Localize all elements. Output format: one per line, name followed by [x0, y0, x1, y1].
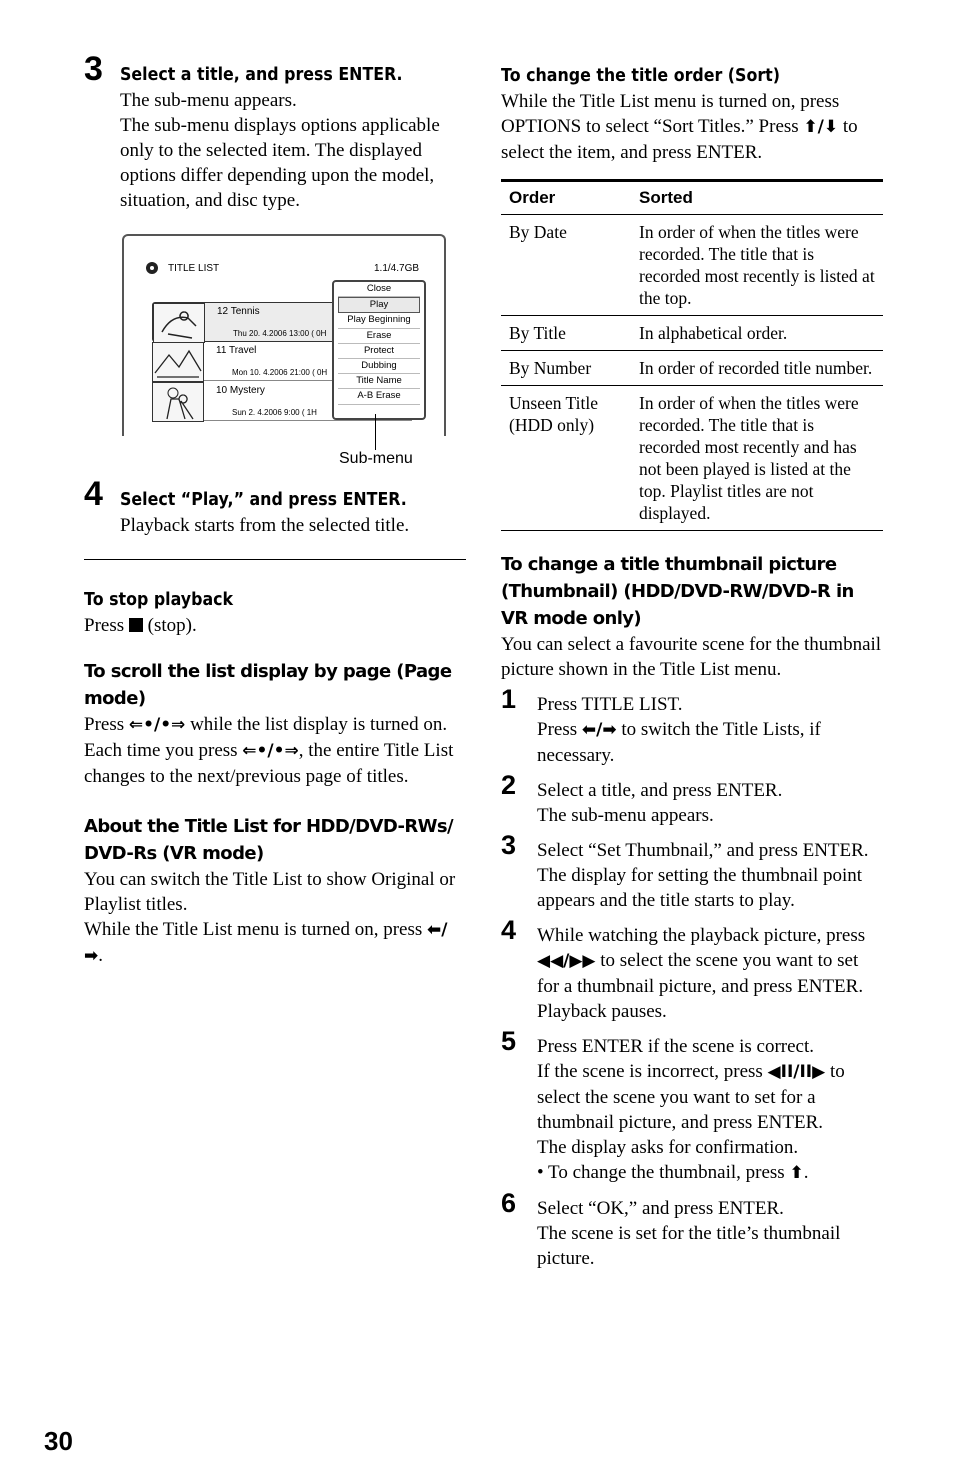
rewind-fast-forward-icon: ◀◀/▶▶ — [537, 951, 596, 971]
step-4-body: Playback starts from the selected title. — [120, 515, 410, 536]
sort-table — [501, 179, 883, 531]
thumbnail-travel — [152, 342, 204, 382]
step-number: 3 — [501, 830, 517, 860]
thumbnail-step-1: 1 Press TITLE LIST. Press ⬅/➡ to switch the Title Lists, if necessary. — [501, 684, 821, 766]
table-row — [501, 316, 883, 351]
scroll-body: Press ⇐•/•⇒ while the list display is turned on. Each time you press ⇐•/•⇒, the entire Title List changes to the next/previous page of titles. — [84, 714, 454, 787]
page-number: 30 — [44, 1426, 73, 1456]
submenu-item-protect[interactable]: Protect — [338, 344, 420, 359]
section-divider — [84, 559, 466, 560]
submenu-item-erase[interactable]: Erase — [338, 329, 420, 344]
screen-capacity: 1.1/4.7GB — [374, 263, 420, 274]
about-body-1: You can switch the Title List to show Original or Playlist titles. — [84, 869, 456, 915]
table-row — [501, 386, 883, 531]
step-4 — [120, 487, 466, 538]
step-3-heading: Select a title, and press ENTER. — [120, 64, 403, 85]
step-4-number: 4 — [84, 475, 103, 513]
table-cell-sorted: In order of recorded title number. — [631, 351, 883, 386]
column-header-order: Order — [501, 181, 631, 215]
title-row-date: Mon 10. 4.2006 21:00 ( 0H — [232, 368, 328, 377]
step-4-heading: Select “Play,” and press ENTER. — [120, 489, 407, 510]
page-prev-next-icon: ⇐•/•⇒ — [128, 715, 186, 735]
sub-menu — [332, 280, 426, 420]
step-3-body-2: The sub-menu displays options applicable only to the selected item. The displayed options differ depending upon the model, situation, and disc type. — [120, 115, 440, 211]
thumbnail-step-4: 4 While watching the playback picture, press ◀◀/▶▶ to select the scene you want to set for a thumbnail picture, and press ENTER. Playback pauses. — [501, 915, 866, 1022]
right-column — [501, 62, 883, 1271]
submenu-item-dubbing[interactable]: Dubbing — [338, 359, 420, 374]
step-3 — [120, 62, 466, 213]
column-header-sorted: Sorted — [631, 181, 883, 215]
thumbnail-step-5: 5 Press ENTER if the scene is correct. If the scene is incorrect, press ◀II/II▶ to select the scene you want to set for a thumbnail picture, and press ENTER. The display asks for confirmation. • To change the thumbnail, press ⬆. — [501, 1026, 845, 1183]
title-list-screen — [122, 234, 446, 436]
step-number: 5 — [501, 1026, 517, 1056]
up-down-arrow-icon: ⬆/⬇ — [803, 117, 839, 137]
title-row-name: 10 Mystery — [216, 385, 265, 396]
title-row-date: Thu 20. 4.2006 13:00 ( 0H — [233, 329, 327, 338]
about-heading: About the Title List for HDD/DVD-RWs/ DVD-Rs (VR mode) — [84, 816, 453, 864]
table-cell-sorted: In alphabetical order. — [631, 316, 883, 351]
sort-table-header — [501, 181, 883, 215]
title-row-name: 11 Travel — [216, 345, 257, 356]
page-prev-next-icon: ⇐•/•⇒ — [242, 741, 299, 761]
step-number: 4 — [501, 915, 517, 945]
thumbnail-step-3: 3 Select “Set Thumbnail,” and press ENTER. The display for setting the thumbnail point appears and the title starts to play. — [501, 830, 869, 911]
left-right-arrow-icon: ⬅/➡ — [581, 720, 617, 740]
submenu-item-play-beginning[interactable]: Play Beginning — [338, 313, 420, 328]
table-cell-sorted: In order of when the titles were recorded. The title that is recorded most recently is listed at the top. — [631, 215, 883, 316]
submenu-callout-label: Sub-menu — [339, 450, 413, 467]
thumbnail-heading: To change a title thumbnail picture (Thumbnail) (HDD/DVD-RW/DVD-R in VR mode only) — [501, 554, 854, 629]
submenu-item-ab-erase[interactable]: A-B Erase — [338, 389, 420, 404]
stop-icon — [129, 618, 143, 632]
up-arrow-icon: ⬆ — [789, 1163, 804, 1183]
about-body-2: While the Title List menu is turned on, press ⬅/➡. — [84, 919, 448, 966]
left-right-arrow-icon: ⬅/➡ — [84, 920, 448, 966]
sort-body: While the Title List menu is turned on, press OPTIONS to select “Sort Titles.” Press ⬆/⬇ to select the item, and press ENTER. — [501, 91, 858, 163]
step-back-forward-icon: ◀II/II▶ — [767, 1062, 826, 1082]
title-row-date: Sun 2. 4.2006 9:00 ( 1H — [232, 408, 317, 417]
submenu-item-title-name[interactable]: Title Name — [338, 374, 420, 389]
scroll-heading: To scroll the list display by page (Page mode) — [84, 661, 452, 709]
step-3-number: 3 — [84, 50, 103, 88]
stop-heading: To stop playback — [84, 589, 234, 610]
thumbnail-step-6: 6 Select “OK,” and press ENTER. The scene is set for the title’s thumbnail picture. — [501, 1188, 841, 1269]
table-cell-order: By Title — [501, 316, 631, 351]
table-cell-order: By Number — [501, 351, 631, 386]
thumbnail-step-2: 2 Select a title, and press ENTER. The sub-menu appears. — [501, 770, 783, 826]
step-3-body-1: The sub-menu appears. — [120, 90, 297, 111]
table-row — [501, 215, 883, 316]
submenu-callout-line — [375, 414, 376, 450]
submenu-item-close[interactable]: Close — [338, 282, 420, 297]
table-row — [501, 351, 883, 386]
stop-body: Press (stop). — [84, 615, 197, 636]
title-row-name: 12 Tennis — [217, 306, 260, 317]
thumbnail-tennis — [153, 303, 205, 343]
sort-heading: To change the title order (Sort) — [501, 65, 780, 86]
step-number: 1 — [501, 684, 517, 714]
disc-icon — [146, 262, 158, 274]
thumbnail-intro: You can select a favourite scene for the thumbnail picture shown in the Title List menu. — [501, 634, 882, 680]
step-number: 2 — [501, 770, 517, 800]
table-cell-sorted: In order of when the titles were recorded. The title that is recorded most recently and has not been played is listed at the top. Playlist titles are not displayed. — [631, 386, 883, 531]
thumbnail-mystery — [152, 382, 204, 422]
submenu-item-play[interactable]: Play — [338, 297, 420, 313]
step-number: 6 — [501, 1188, 517, 1218]
screen-title: TITLE LIST — [168, 263, 220, 274]
left-sections — [84, 586, 466, 969]
table-cell-order: By Date — [501, 215, 631, 316]
table-cell-order: Unseen Title (HDD only) — [501, 386, 631, 531]
